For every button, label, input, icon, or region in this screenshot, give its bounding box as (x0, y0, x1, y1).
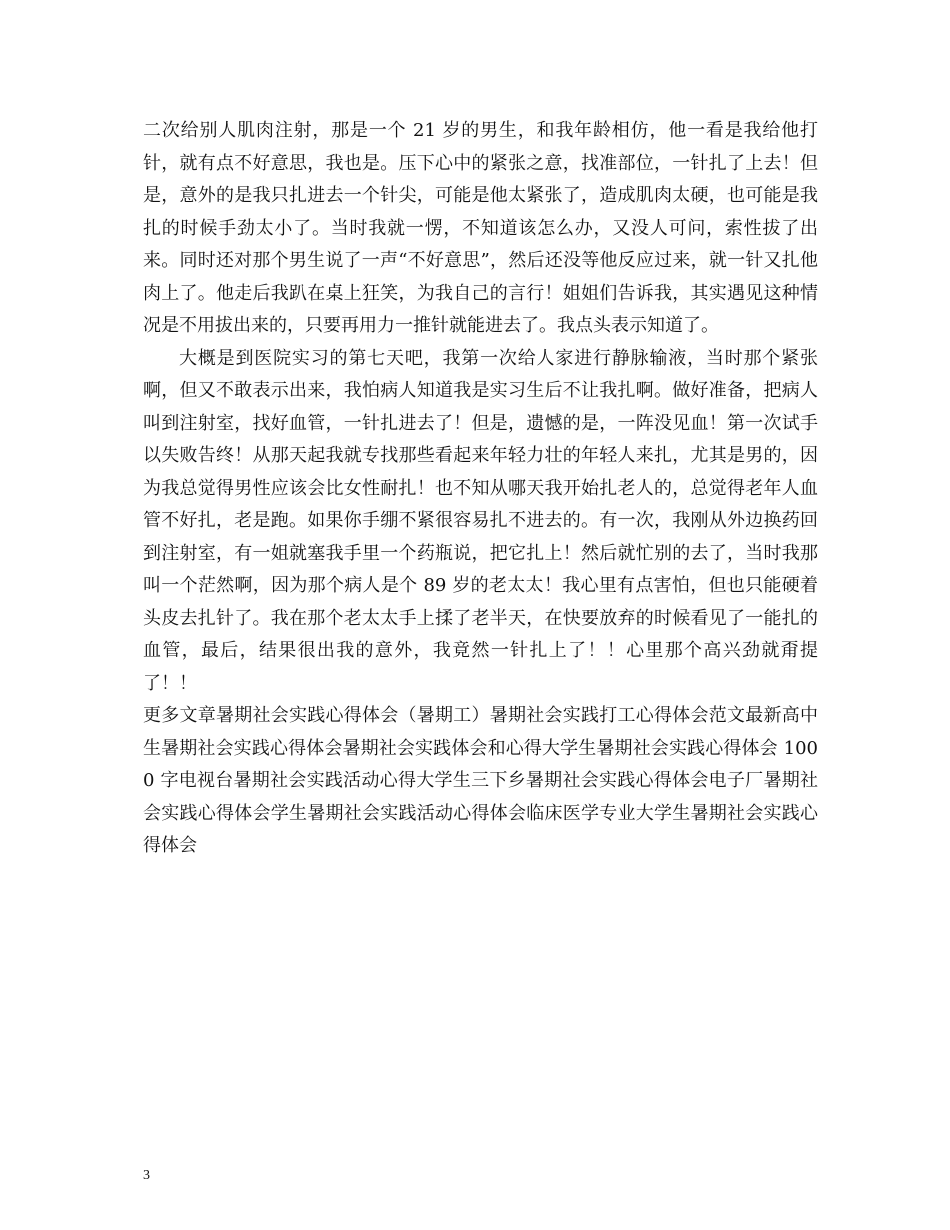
document-body (143, 115, 818, 863)
paragraph-2: 大概是到医院实习的第七天吧，我第一次给人家进行静脉输液，当时那个紧张啊，但又不敢表示出来，我怕病人知道我是实习生后不让我扎啊。做好准备，把病人叫到注射室，找好血管，一针扎进去了！但是，遗憾的是，一阵没见血！第一次试手以失败告终！从那天起我就专找那些看起来年轻力壮的年轻人来扎，尤其是男的，因为我总觉得男性应该会比女性耐扎！也不知从哪天我开始扎老人的，总觉得老年人血管不好扎，老是跑。如果你手绷不紧很容易扎不进去的。有一次，我刚从外边换药回到注射室，有一姐就塞我手里一个药瓶说，把它扎上！然后就忙别的去了，当时我那叫一个茫然啊，因为那个病人是个 89 岁的老太太！我心里有点害怕，但也只能硬着头皮去扎针了。我在那个老太太手上揉了老半天，在快要放弃的时候看见了一能扎的血管，最后，结果很出我的意外，我竟然一针扎上了！！心里那个高兴劲就甭提了！！ (143, 347, 818, 694)
paragraph-1: 二次给别人肌肉注射，那是一个 21 岁的男生，和我年龄相仿，他一看是我给他打针，就有点不好意思，我也是。压下心中的紧张之意，找准部位，一针扎了上去！但是，意外的是我只扎进去一个针尖，可能是他太紧张了，造成肌肉太硬，也可能是我扎的时候手劲太小了。当时我就一愣，不知道该怎么办，又没人可问，索性拔了出来。同时还对那个男生说了一声“不好意思”，然后还没等他反应过来，就一针又扎他肉上了。他走后我趴在桌上狂笑，为我自己的言行！姐姐们告诉我，其实遇见这种情况是不用拔出来的，只要再用力一推针就能进去了。我点头表示知道了。 (143, 120, 818, 336)
paragraph-related-articles: 更多文章暑期社会实践心得体会（暑期工）暑期社会实践打工心得体会范文最新高中生暑期社会实践心得体会暑期社会实践体会和心得大学生暑期社会实践心得体会 1000 字电视台暑期社会实践活动心得大学生三下乡暑期社会实践心得体会电子厂暑期社会实践心得体会学生暑期社会实践活动心得体会临床医学专业大学生暑期社会实践心得体会 (143, 705, 818, 856)
page-number: 3 (143, 1168, 150, 1183)
